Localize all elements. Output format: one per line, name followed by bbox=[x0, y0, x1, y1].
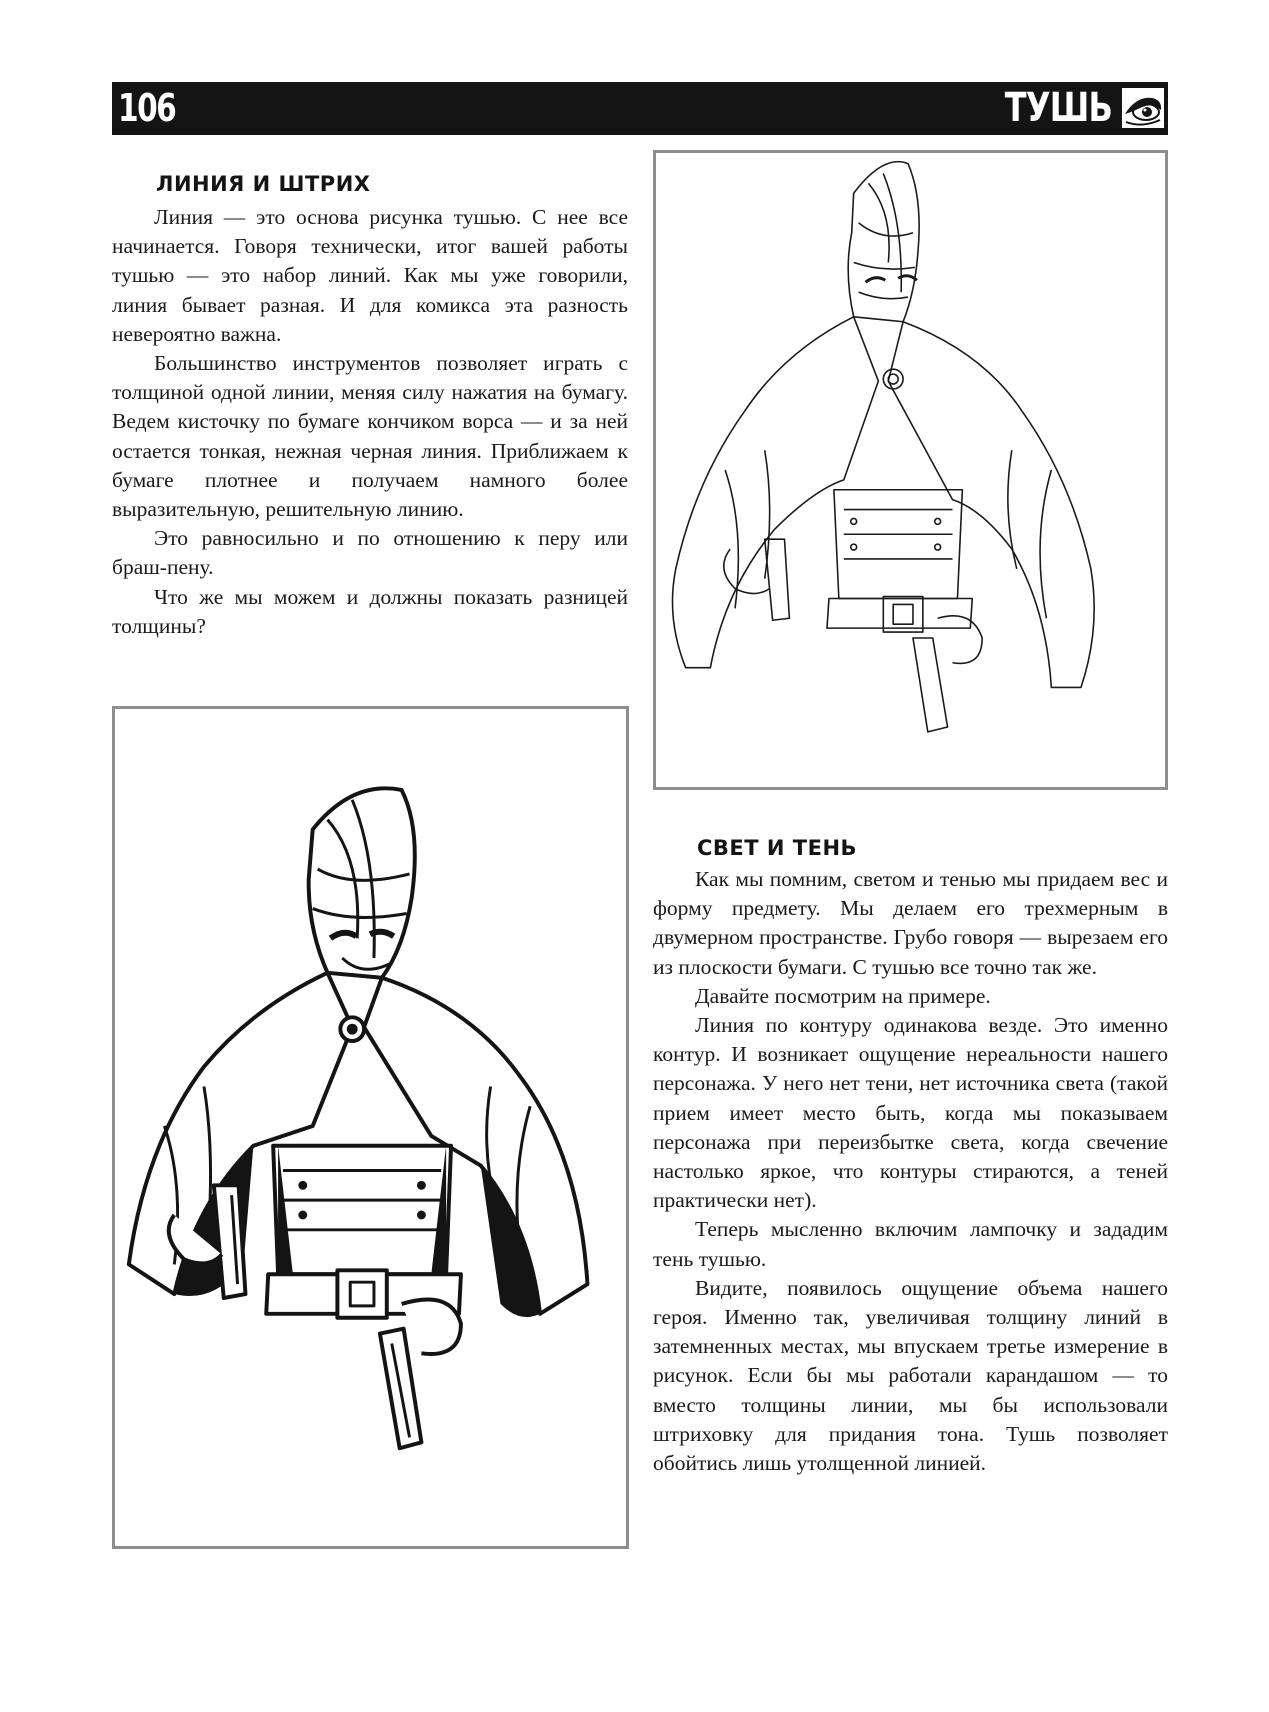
paragraph: Большинство инструментов позволяет играть с толщиной одной линии, меняя силу нажатия на бумагу. Ведем кисточку по бумаге кончиком ворса — и за ней остается тонкая, нежная черная линия. Приближаем к бумаге плотнее и получаем намного более выразительную, решительную линию. bbox=[112, 351, 628, 522]
hooded-figure-inked-illustration bbox=[115, 709, 626, 1546]
ink-eye-icon bbox=[1122, 88, 1164, 128]
page-number: 106 bbox=[118, 86, 176, 130]
paragraph: Как мы помним, светом и тенью мы придаем вес и форму предмету. Мы делаем его трехмерным в двумерном пространстве. Грубо говоря — вырезаем его из плоскости бумаги. С тушью все точно так же. bbox=[653, 867, 1168, 979]
paragraph: Линия по контуру одинакова везде. Это именно контур. И возникает ощущение нереальности нашего персонажа. У него нет тени, нет источника света (такой прием имеет место быть, когда мы показываем персонажа при переизбытке света, когда свечение настолько яркое, что контуры стираются, а теней практически нет). bbox=[653, 1013, 1168, 1213]
paragraph: Что же мы можем и должны показать разницей толщины? bbox=[112, 584, 628, 638]
paragraph: Линия — это основа рисунка тушью. С нее все начинается. Говоря технически, итог вашей работы тушью — это набор линий. Как мы уже говорили, линия бывает разная. И для комикса эта разность невероятно важна. bbox=[112, 205, 628, 346]
section-heading-line: ЛИНИЯ И ШТРИХ bbox=[156, 172, 371, 196]
paragraph: Давайте посмотрим на примере. bbox=[695, 983, 991, 1008]
paragraph: Видите, появилось ощущение объема нашего героя. Именно так, увеличивая толщину линий в затемненных местах, мы впускаем третье измерение в рисунок. Если бы мы работали карандашом — то вместо толщины линии, мы бы использовали штриховку для придания тона. Тушь позволяет обойтись лишь утолщенной линией. bbox=[653, 1275, 1168, 1476]
illustration-frame-outline bbox=[653, 150, 1168, 790]
hooded-figure-outline-illustration bbox=[656, 153, 1165, 787]
paragraph: Это равносильно и по отношению к перу или браш-пену. bbox=[112, 526, 628, 580]
page-header-bar bbox=[112, 82, 1168, 135]
section-line-text bbox=[112, 203, 628, 641]
chapter-title: ТУШЬ bbox=[1004, 85, 1112, 131]
section-light-text bbox=[653, 865, 1168, 1478]
section-heading-light-shadow: СВЕТ И ТЕНЬ bbox=[697, 836, 858, 860]
illustration-frame-shaded bbox=[112, 706, 629, 1549]
paragraph: Теперь мысленно включим лампочку и зададим тень тушью. bbox=[653, 1217, 1168, 1271]
